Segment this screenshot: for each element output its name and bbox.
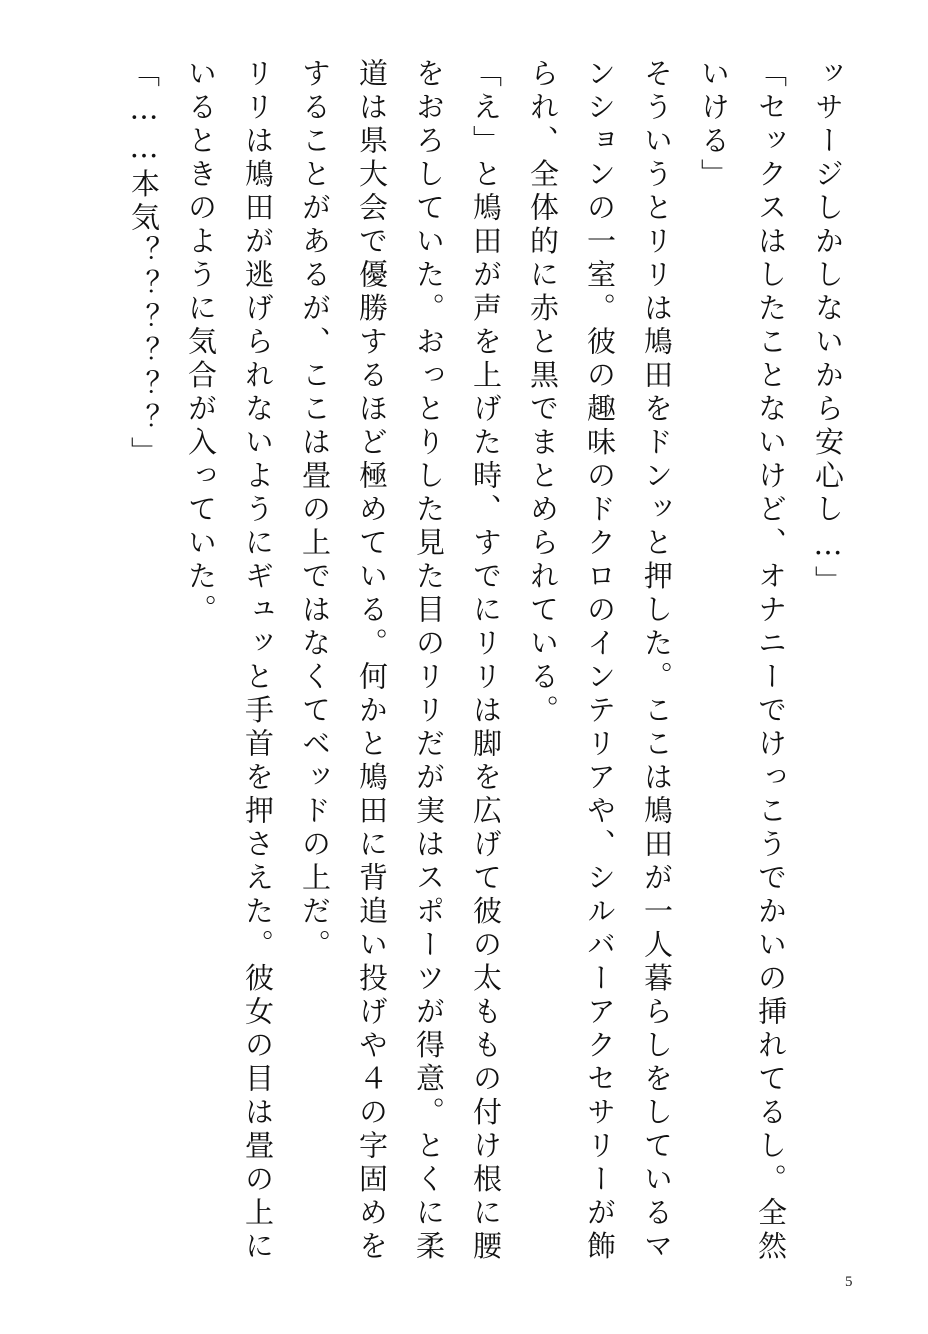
text-column-2: 「セックスはしたことないけど、オナニーでけっこうでかいの挿れてるし。全然: [754, 58, 788, 1264]
text-column-5: ンションの一室。彼の趣味のドクロのインテリアや、シルバーアクセサリーが飾: [583, 58, 617, 1264]
text-column-10: することがあるが、ここは畳の上ではなくてベッドの上だ。: [298, 58, 332, 963]
text-column-12: いるときのように気合が入っていた。: [184, 58, 218, 628]
page-number: 5: [845, 1274, 853, 1290]
text-column-9: 道は県大会で優勝するほど極めている。何かと鳩田に背追い投げや４の字固めを: [355, 58, 389, 1264]
text-column-13: 「……本気？？？？？？」: [127, 58, 161, 470]
text-column-8: をおろしていた。おっとりした見た目のリリだが実はスポーツが得意。とくに柔: [412, 58, 446, 1264]
text-column-6: られ、全体的に赤と黒でまとめられている。: [526, 58, 560, 728]
text-column-1: ッサージしかしないから安心し…」: [811, 58, 845, 599]
text-column-7: 「え」と鳩田が声を上げた時、すでにリリは脚を広げて彼の太ももの付け根に腰: [469, 58, 503, 1264]
text-column-11: リリは鳩田が逃げられないようにギュッと手首を押さえた。彼女の目は畳の上に: [241, 58, 275, 1264]
text-column-4: そういうとリリは鳩田をドンッと押した。ここは鳩田が一人暮らしをしているマ: [640, 58, 674, 1264]
text-column-3: いける」: [697, 58, 731, 192]
